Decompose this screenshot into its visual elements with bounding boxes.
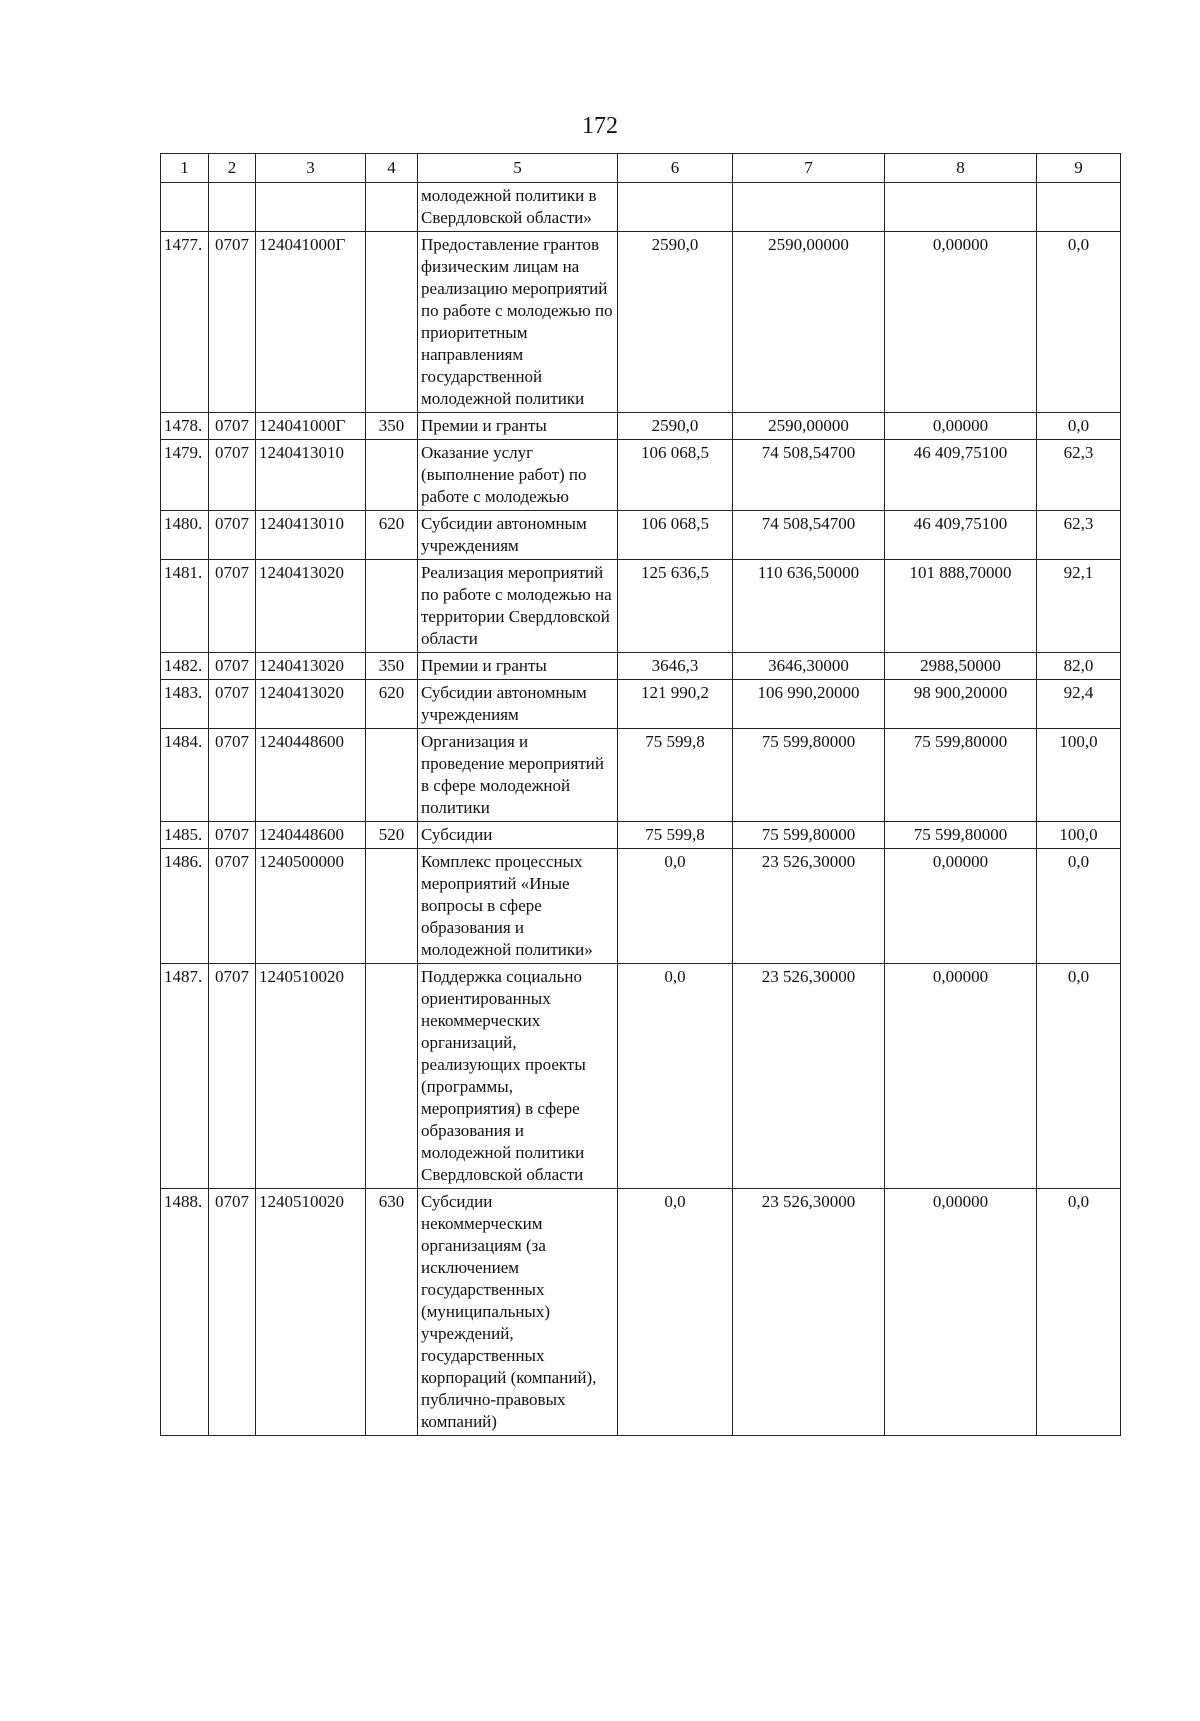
executed-amount: 101 888,70000 (885, 560, 1037, 653)
execution-percent: 100,0 (1037, 822, 1121, 849)
section-code: 0707 (209, 511, 256, 560)
planned-amount: 0,0 (618, 964, 733, 1189)
item-name: Премии и гранты (418, 653, 618, 680)
expense-type-code: 630 (366, 1189, 418, 1436)
planned-amount: 2590,0 (618, 232, 733, 413)
row-number: 1480. (161, 511, 209, 560)
target-article-code: 1240413020 (256, 680, 366, 729)
table-row (161, 822, 1121, 849)
table-row (161, 653, 1121, 680)
item-name: Субсидии автономным учреждениям (418, 680, 618, 729)
expense-type-code: 350 (366, 653, 418, 680)
planned-amount: 3646,3 (618, 653, 733, 680)
table-row (161, 413, 1121, 440)
table-row (161, 183, 1121, 232)
item-name: Субсидии автономным учреждениям (418, 511, 618, 560)
table-row (161, 560, 1121, 653)
approved-amount: 23 526,30000 (733, 849, 885, 964)
expense-type-code (366, 964, 418, 1189)
budget-table (160, 153, 1121, 1436)
item-name: Реализация мероприятий по работе с молодежью на территории Свердловской области (418, 560, 618, 653)
section-code: 0707 (209, 653, 256, 680)
item-name: Премии и гранты (418, 413, 618, 440)
executed-amount: 0,00000 (885, 413, 1037, 440)
section-code: 0707 (209, 680, 256, 729)
execution-percent: 82,0 (1037, 653, 1121, 680)
row-number (161, 183, 209, 232)
section-code: 0707 (209, 1189, 256, 1436)
row-number: 1484. (161, 729, 209, 822)
column-header-3: 3 (256, 154, 366, 183)
execution-percent: 0,0 (1037, 413, 1121, 440)
target-article-code: 1240448600 (256, 729, 366, 822)
expense-type-code (366, 560, 418, 653)
table-row (161, 729, 1121, 822)
executed-amount: 2988,50000 (885, 653, 1037, 680)
target-article-code: 1240510020 (256, 1189, 366, 1436)
approved-amount: 75 599,80000 (733, 729, 885, 822)
expense-type-code (366, 232, 418, 413)
executed-amount: 98 900,20000 (885, 680, 1037, 729)
approved-amount: 106 990,20000 (733, 680, 885, 729)
approved-amount: 2590,00000 (733, 232, 885, 413)
expense-type-code (366, 729, 418, 822)
planned-amount: 75 599,8 (618, 729, 733, 822)
column-header-4: 4 (366, 154, 418, 183)
item-name: Субсидии некоммерческим организациям (за исключением государственных (муниципальных) учреждений, государственных корпораций (компаний), публично-правовых компаний) (418, 1189, 618, 1436)
expense-type-code (366, 183, 418, 232)
table-row (161, 849, 1121, 964)
executed-amount: 0,00000 (885, 849, 1037, 964)
execution-percent: 62,3 (1037, 511, 1121, 560)
column-header-9: 9 (1037, 154, 1121, 183)
target-article-code: 1240448600 (256, 822, 366, 849)
row-number: 1487. (161, 964, 209, 1189)
executed-amount: 0,00000 (885, 232, 1037, 413)
approved-amount: 23 526,30000 (733, 964, 885, 1189)
table-row (161, 680, 1121, 729)
header-row (161, 154, 1121, 183)
row-number: 1478. (161, 413, 209, 440)
execution-percent: 0,0 (1037, 849, 1121, 964)
expense-type-code: 620 (366, 511, 418, 560)
target-article-code: 1240413010 (256, 511, 366, 560)
table-row (161, 511, 1121, 560)
executed-amount: 0,00000 (885, 964, 1037, 1189)
target-article-code: 1240413010 (256, 440, 366, 511)
column-header-1: 1 (161, 154, 209, 183)
column-header-7: 7 (733, 154, 885, 183)
target-article-code: 1240500000 (256, 849, 366, 964)
section-code: 0707 (209, 822, 256, 849)
page-number: 172 (582, 113, 618, 139)
row-number: 1485. (161, 822, 209, 849)
column-header-5: 5 (418, 154, 618, 183)
item-name: Организация и проведение мероприятий в сфере молодежной политики (418, 729, 618, 822)
target-article-code: 124041000Г (256, 413, 366, 440)
table-row (161, 1189, 1121, 1436)
section-code: 0707 (209, 413, 256, 440)
item-name: Комплекс процессных мероприятий «Иные вопросы в сфере образования и молодежной политики» (418, 849, 618, 964)
approved-amount: 110 636,50000 (733, 560, 885, 653)
execution-percent: 0,0 (1037, 964, 1121, 1189)
target-article-code: 124041000Г (256, 232, 366, 413)
planned-amount: 125 636,5 (618, 560, 733, 653)
section-code: 0707 (209, 560, 256, 653)
expense-type-code (366, 849, 418, 964)
planned-amount: 106 068,5 (618, 440, 733, 511)
row-number: 1482. (161, 653, 209, 680)
table-row (161, 232, 1121, 413)
execution-percent (1037, 183, 1121, 232)
execution-percent: 92,1 (1037, 560, 1121, 653)
executed-amount: 46 409,75100 (885, 511, 1037, 560)
row-number: 1479. (161, 440, 209, 511)
execution-percent: 0,0 (1037, 232, 1121, 413)
execution-percent: 62,3 (1037, 440, 1121, 511)
column-header-8: 8 (885, 154, 1037, 183)
approved-amount: 3646,30000 (733, 653, 885, 680)
approved-amount: 74 508,54700 (733, 511, 885, 560)
planned-amount (618, 183, 733, 232)
row-number: 1486. (161, 849, 209, 964)
column-header-2: 2 (209, 154, 256, 183)
section-code: 0707 (209, 232, 256, 413)
planned-amount: 2590,0 (618, 413, 733, 440)
execution-percent: 0,0 (1037, 1189, 1121, 1436)
row-number: 1481. (161, 560, 209, 653)
planned-amount: 121 990,2 (618, 680, 733, 729)
section-code (209, 183, 256, 232)
executed-amount: 75 599,80000 (885, 822, 1037, 849)
item-name: Поддержка социально ориентированных некоммерческих организаций, реализующих проекты (программы, мероприятия) в сфере образования и молодежной политики Свердловской области (418, 964, 618, 1189)
column-header-6: 6 (618, 154, 733, 183)
planned-amount: 75 599,8 (618, 822, 733, 849)
table-row (161, 964, 1121, 1189)
approved-amount (733, 183, 885, 232)
row-number: 1477. (161, 232, 209, 413)
target-article-code: 1240510020 (256, 964, 366, 1189)
row-number: 1483. (161, 680, 209, 729)
expense-type-code: 620 (366, 680, 418, 729)
execution-percent: 92,4 (1037, 680, 1121, 729)
section-code: 0707 (209, 849, 256, 964)
item-name: Предоставление грантов физическим лицам на реализацию мероприятий по работе с молодежью по приоритетным направлениям государственной молодежной политики (418, 232, 618, 413)
target-article-code (256, 183, 366, 232)
executed-amount (885, 183, 1037, 232)
executed-amount: 46 409,75100 (885, 440, 1037, 511)
planned-amount: 0,0 (618, 849, 733, 964)
execution-percent: 100,0 (1037, 729, 1121, 822)
target-article-code: 1240413020 (256, 653, 366, 680)
table-body (161, 183, 1121, 1436)
section-code: 0707 (209, 729, 256, 822)
approved-amount: 2590,00000 (733, 413, 885, 440)
item-name: Субсидии (418, 822, 618, 849)
table-row (161, 440, 1121, 511)
expense-type-code (366, 440, 418, 511)
target-article-code: 1240413020 (256, 560, 366, 653)
approved-amount: 75 599,80000 (733, 822, 885, 849)
executed-amount: 75 599,80000 (885, 729, 1037, 822)
row-number: 1488. (161, 1189, 209, 1436)
planned-amount: 106 068,5 (618, 511, 733, 560)
executed-amount: 0,00000 (885, 1189, 1037, 1436)
item-name: Оказание услуг (выполнение работ) по работе с молодежью (418, 440, 618, 511)
expense-type-code: 350 (366, 413, 418, 440)
section-code: 0707 (209, 964, 256, 1189)
approved-amount: 74 508,54700 (733, 440, 885, 511)
approved-amount: 23 526,30000 (733, 1189, 885, 1436)
planned-amount: 0,0 (618, 1189, 733, 1436)
expense-type-code: 520 (366, 822, 418, 849)
item-name: молодежной политики в Свердловской области» (418, 183, 618, 232)
section-code: 0707 (209, 440, 256, 511)
